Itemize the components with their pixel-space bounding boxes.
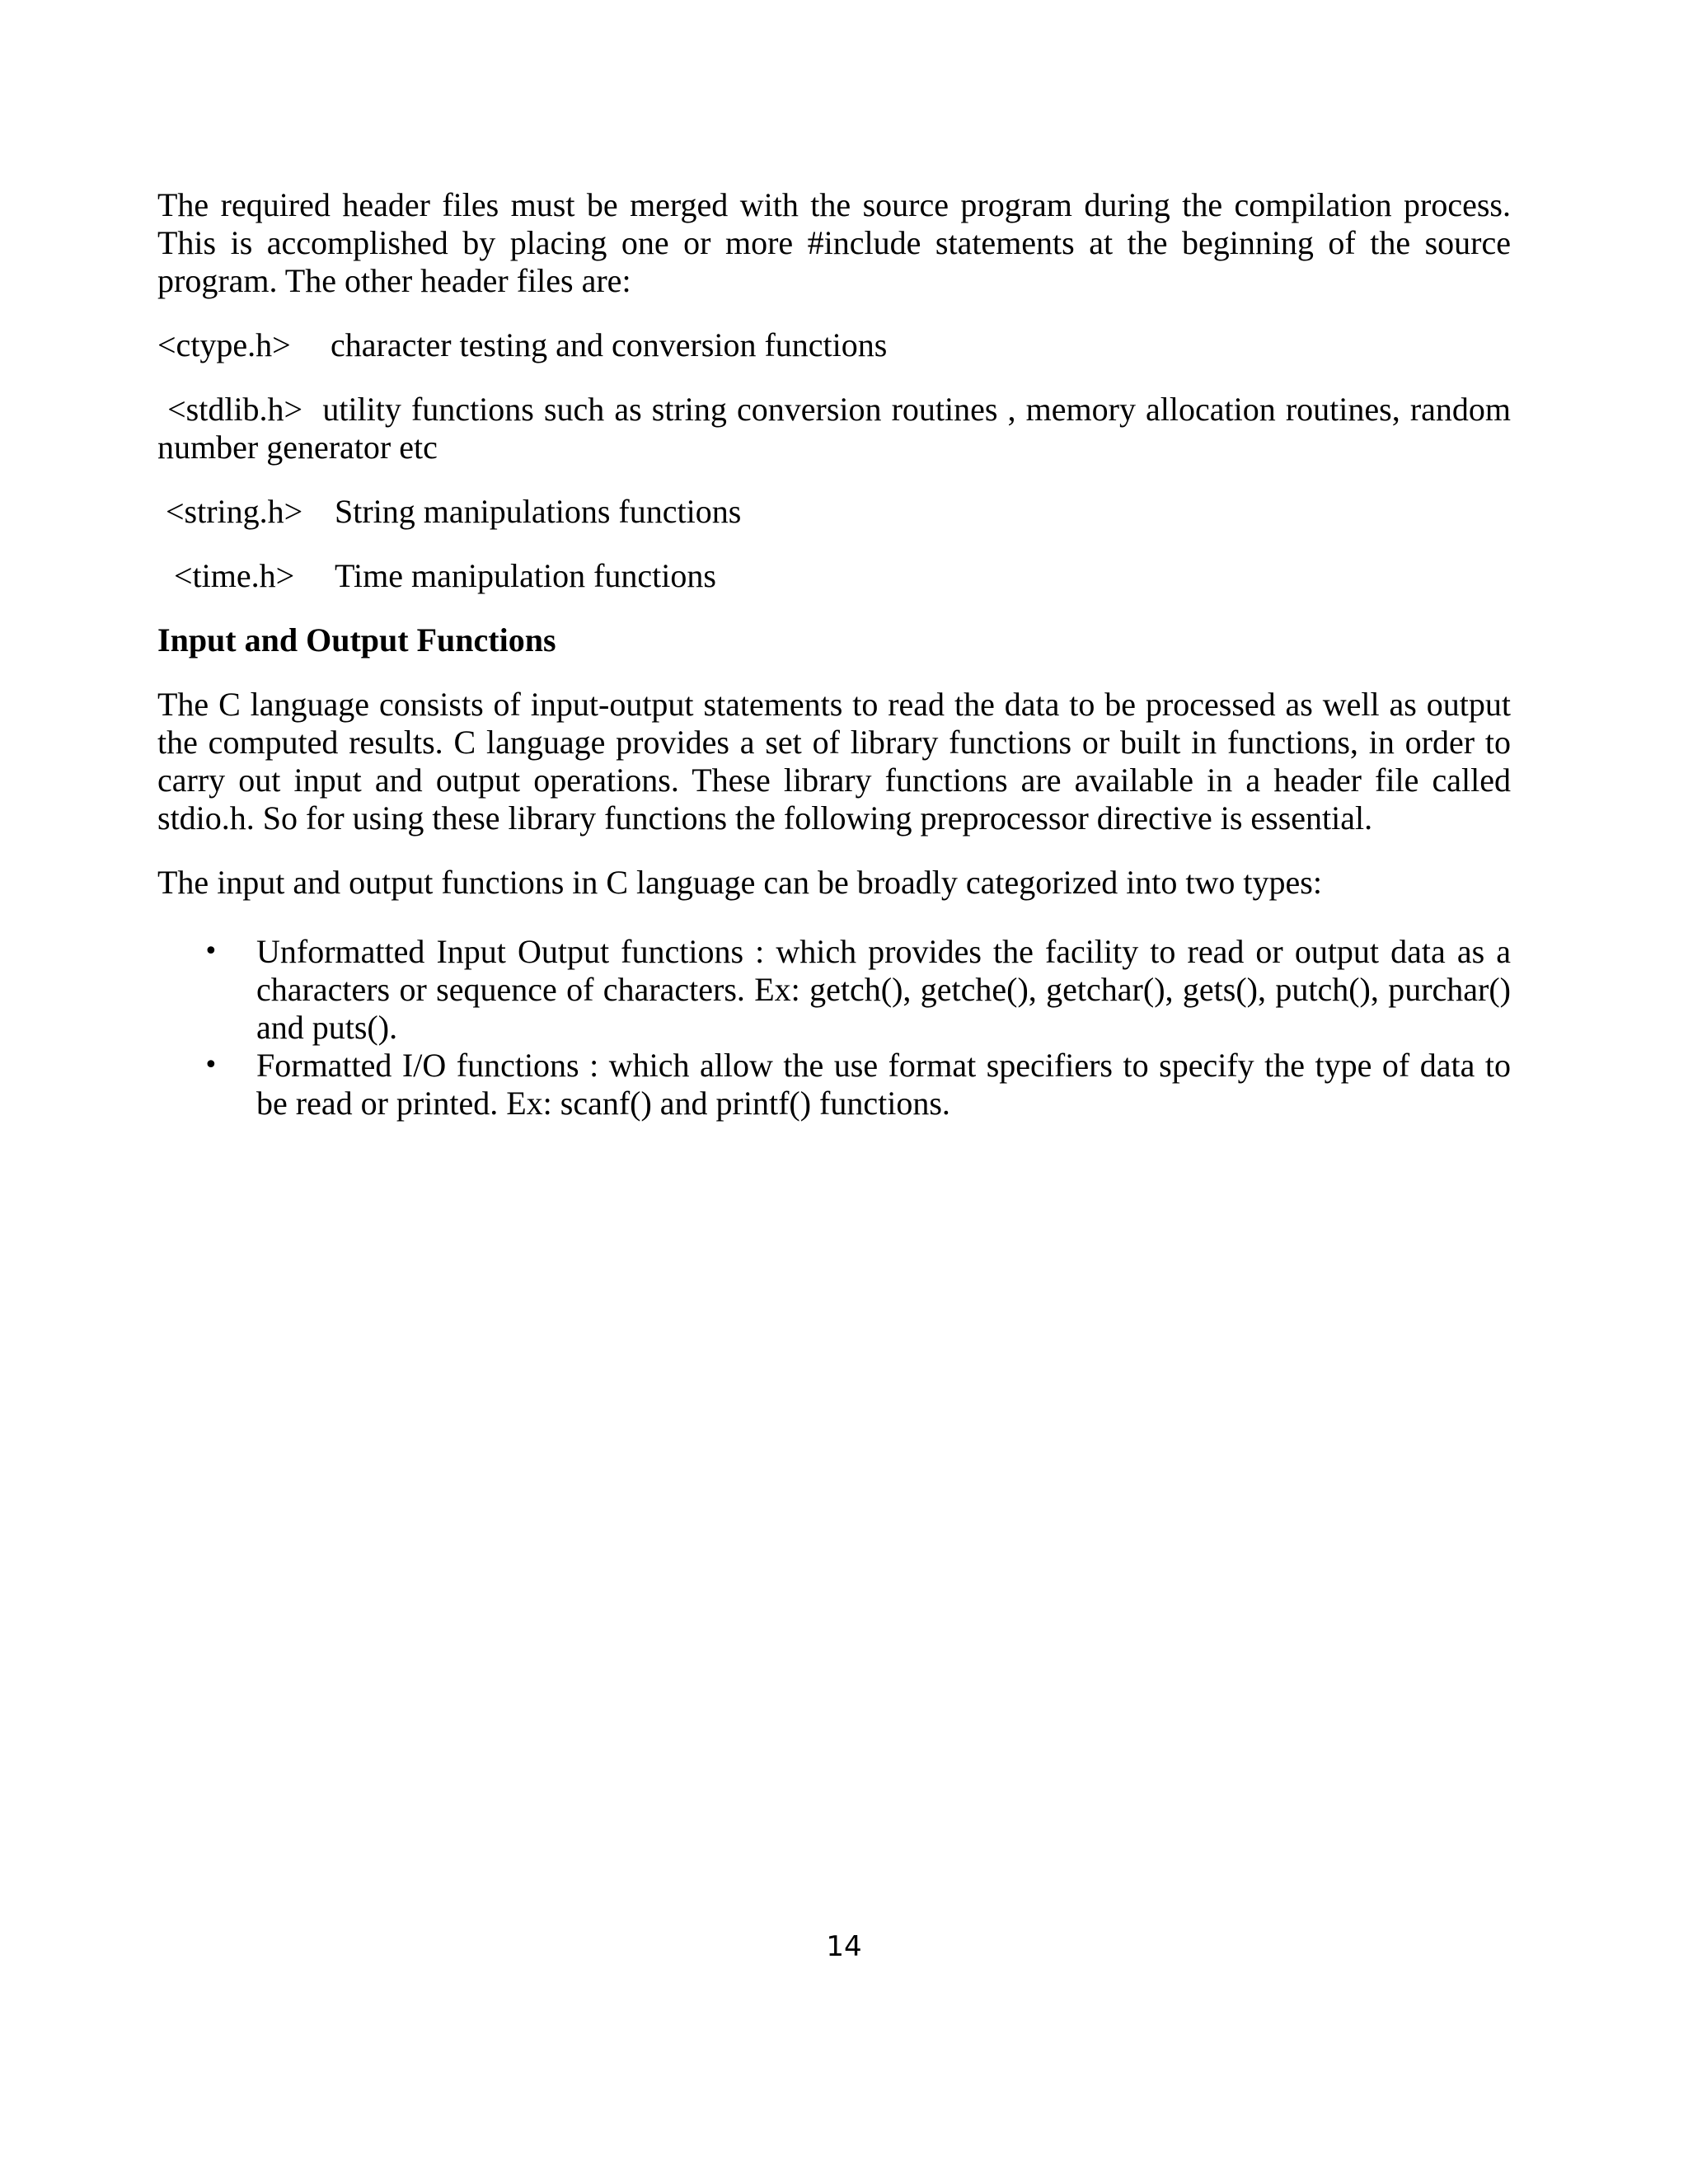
page-number: 14 <box>826 1930 862 1963</box>
header-file-time <box>157 557 1511 595</box>
list-item-text: Formatted I/O functions : which allow the use format specifiers to specify the type of data to be read or printed. Ex: scanf() and printf() functions. <box>256 1047 1511 1122</box>
header-file-name: <time.h> <box>157 557 295 594</box>
header-file-string <box>157 493 1511 531</box>
intro-paragraph: The required header files must be merged with the source program during the compilation process. This is accomplished by placing one or more #include statements at the beginning of the source program. The other header files are: <box>157 186 1511 299</box>
header-file-ctype <box>157 326 1511 364</box>
section-heading: Input and Output Functions <box>157 621 556 658</box>
header-file-description: String manipulations functions <box>335 493 742 530</box>
io-paragraph: The C language consists of input-output statements to read the data to be processed as well as output the computed results. C language provides a set of library functions or built in functions, in order to carry out input and output operations. These library functions are available in a header file called stdio.h. So for using these library functions the following preprocessor directive is essential. <box>157 686 1511 837</box>
header-file-name: <stdlib.h> <box>157 391 303 428</box>
bullet-icon: • <box>204 937 218 966</box>
bullet-icon: • <box>204 1051 218 1080</box>
header-file-description: Time manipulation functions <box>335 557 716 594</box>
list-item <box>157 933 1511 1047</box>
io-categories-list <box>157 933 1511 1122</box>
header-file-description: utility functions such as string conversion routines , memory allocation routines, random number generator etc <box>157 391 1512 466</box>
header-file-name: <ctype.h> <box>157 326 291 363</box>
page-content <box>157 186 1511 1122</box>
header-file-description: character testing and conversion functions <box>331 326 888 363</box>
list-item-text: Unformatted Input Output functions : which provides the facility to read or output data as a characters or sequence of characters. Ex: getch(), getche(), getchar(), gets(), putch(), purchar() and puts(). <box>256 933 1511 1046</box>
header-file-stdlib <box>157 391 1511 466</box>
header-file-name: <string.h> <box>157 493 303 530</box>
list-item <box>157 1047 1511 1122</box>
categories-intro: The input and output functions in C language can be broadly categorized into two types: <box>157 864 1322 901</box>
